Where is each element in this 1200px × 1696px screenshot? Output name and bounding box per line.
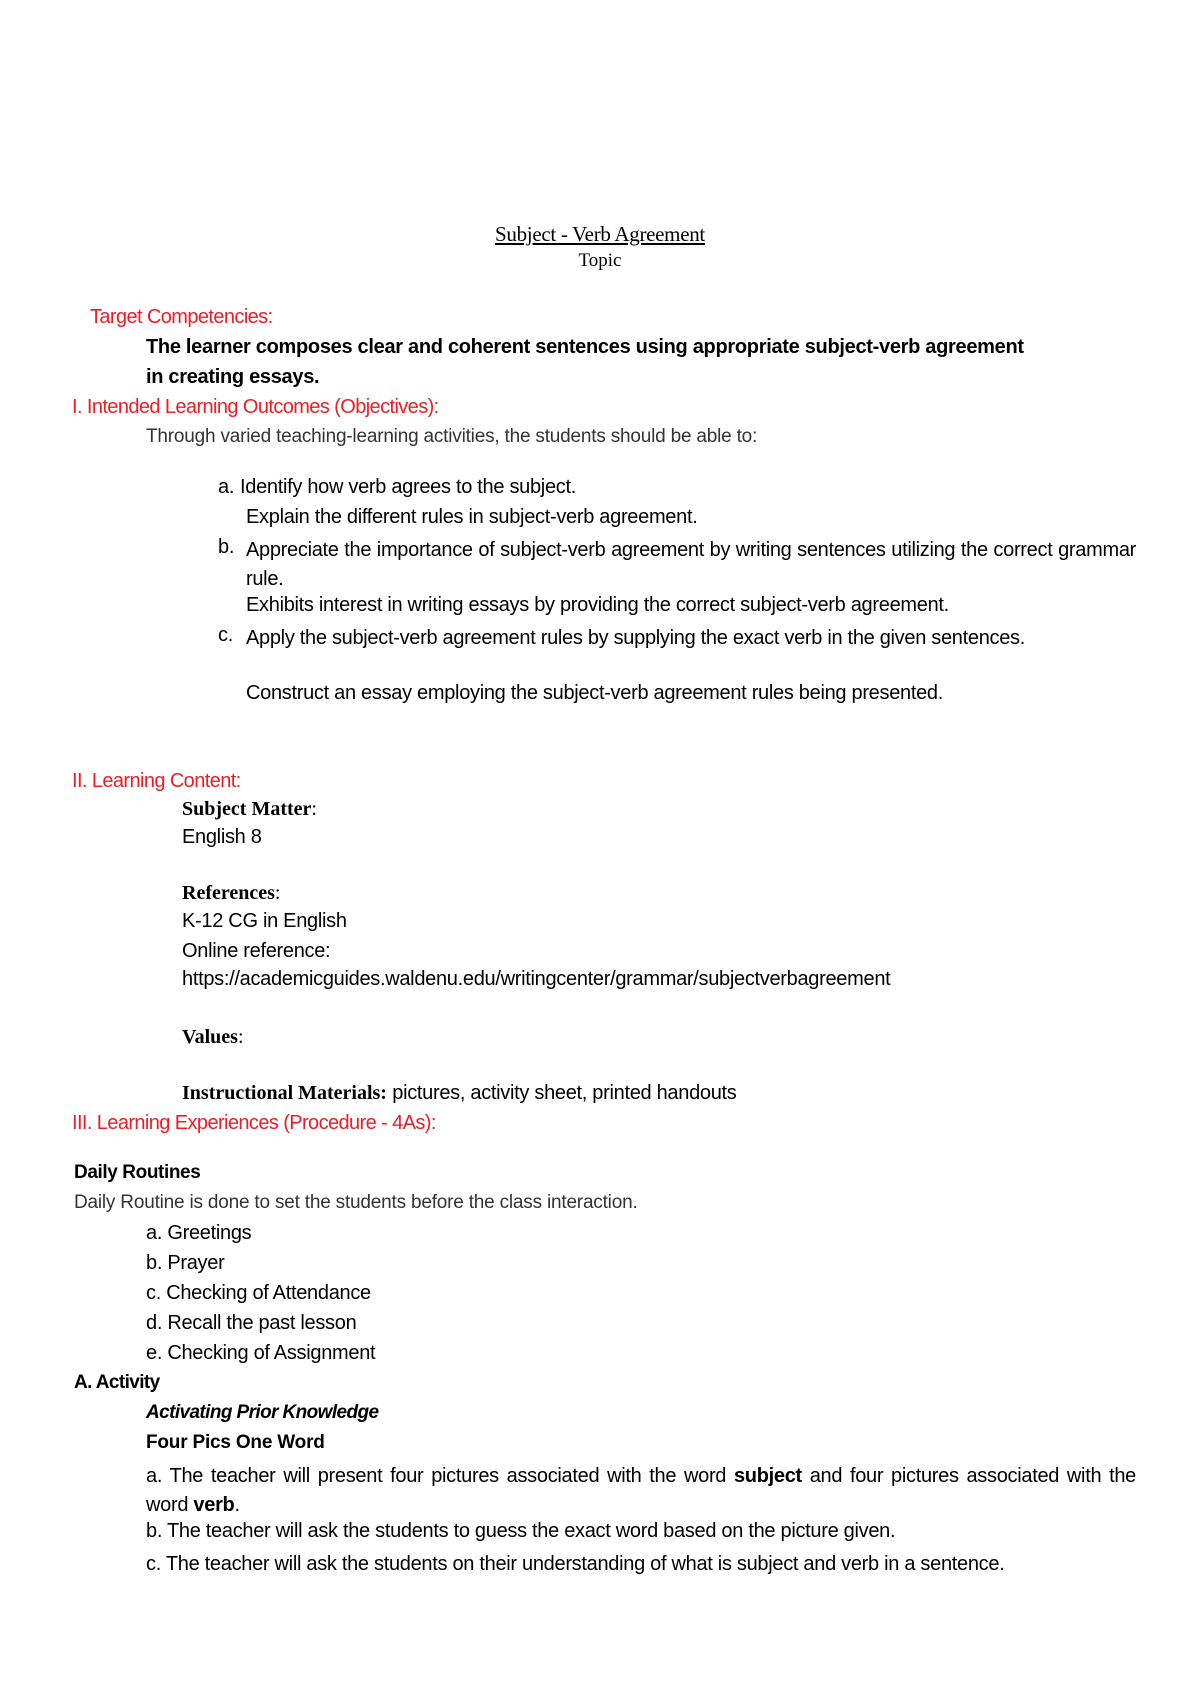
references-label [182, 882, 280, 905]
step-a-bold-subject: subject [733, 1465, 802, 1487]
routine-item: e. Checking of Assignment [146, 1342, 376, 1364]
section-2-heading: II. Learning Content: [72, 770, 241, 792]
values-label [182, 1026, 244, 1049]
routine-item: a. Greetings [146, 1222, 252, 1244]
document-title: Subject - Verb Agreement [495, 222, 705, 246]
subject-matter-value: English 8 [182, 826, 262, 848]
activating-prior-knowledge: Activating Prior Knowledge [146, 1402, 379, 1423]
label-colon: : [274, 882, 281, 904]
four-pics-one-word: Four Pics One Word [146, 1432, 325, 1453]
reference-2: Online reference: [182, 940, 331, 962]
objective-marker: a. [218, 476, 235, 498]
materials-value: pictures, activity sheet, printed handouts [386, 1082, 737, 1104]
section-3-heading: III. Learning Experiences (Procedure - 4As): [72, 1112, 436, 1134]
step-a-period: . [234, 1494, 240, 1516]
routine-item: d. Recall the past lesson [146, 1312, 357, 1334]
routine-item: b. Prayer [146, 1252, 225, 1274]
step-a-text: a. The teacher will present four pictures associated with the word [146, 1465, 734, 1487]
objective-text: Identify how verb agrees to the subject. [240, 476, 576, 498]
document-subtitle: Topic [578, 250, 622, 271]
target-competencies-heading: Target Competencies: [90, 306, 273, 328]
activity-heading: A. Activity [74, 1372, 160, 1393]
objective-marker: c. [218, 624, 233, 646]
daily-routines-heading: Daily Routines [74, 1162, 201, 1183]
step-a-text-2: and four pictures associated with the word [146, 1465, 1136, 1516]
materials-label: Instructional Materials: [182, 1082, 387, 1104]
target-competencies-line1: The learner composes clear and coherent sentences using appropriate subject-verb agreement [146, 336, 1024, 358]
reference-url: https://academicguides.waldenu.edu/writingcenter/grammar/subjectverbagreement [182, 968, 891, 990]
activity-step-b: b. The teacher will ask the students to guess the exact word based on the picture given. [146, 1520, 896, 1542]
activity-step-c: c. The teacher will ask the students on their understanding of what is subject and verb in a sentence. [146, 1553, 1005, 1575]
objective-c-extra: Construct an essay employing the subject-verb agreement rules being presented. [246, 682, 944, 704]
activity-step-a [146, 1462, 1136, 1520]
objective-a [218, 476, 576, 499]
step-a-bold-verb: verb [193, 1494, 235, 1516]
objective-c: Apply the subject-verb agreement rules by supplying the exact verb in the given sentences. [246, 627, 1026, 649]
reference-1: K-12 CG in English [182, 910, 347, 932]
daily-routines-intro: Daily Routine is done to set the students before the class interaction. [74, 1192, 638, 1213]
subject-matter-label-text: Subject Matter [182, 798, 312, 820]
values-label-text: Values [182, 1026, 238, 1048]
subject-matter-label [182, 798, 317, 821]
instructional-materials [182, 1082, 737, 1105]
objective-marker: b. [218, 536, 235, 558]
target-competencies-line2: in creating essays. [146, 366, 320, 388]
objective-a-line2: Explain the different rules in subject-verb agreement. [246, 506, 698, 528]
references-label-text: References [182, 882, 275, 904]
section-1-heading: I. Intended Learning Outcomes (Objectives): [72, 396, 439, 418]
section-1-intro: Through varied teaching-learning activities, the students should be able to: [146, 426, 758, 447]
label-colon: : [311, 798, 317, 820]
objective-b-extra: Exhibits interest in writing essays by providing the correct subject-verb agreement. [246, 594, 949, 616]
routine-item: c. Checking of Attendance [146, 1282, 371, 1304]
objective-b: Appreciate the importance of subject-verb agreement by writing sentences utilizing the correct grammar rule. [246, 539, 1136, 590]
label-colon: : [237, 1026, 244, 1048]
